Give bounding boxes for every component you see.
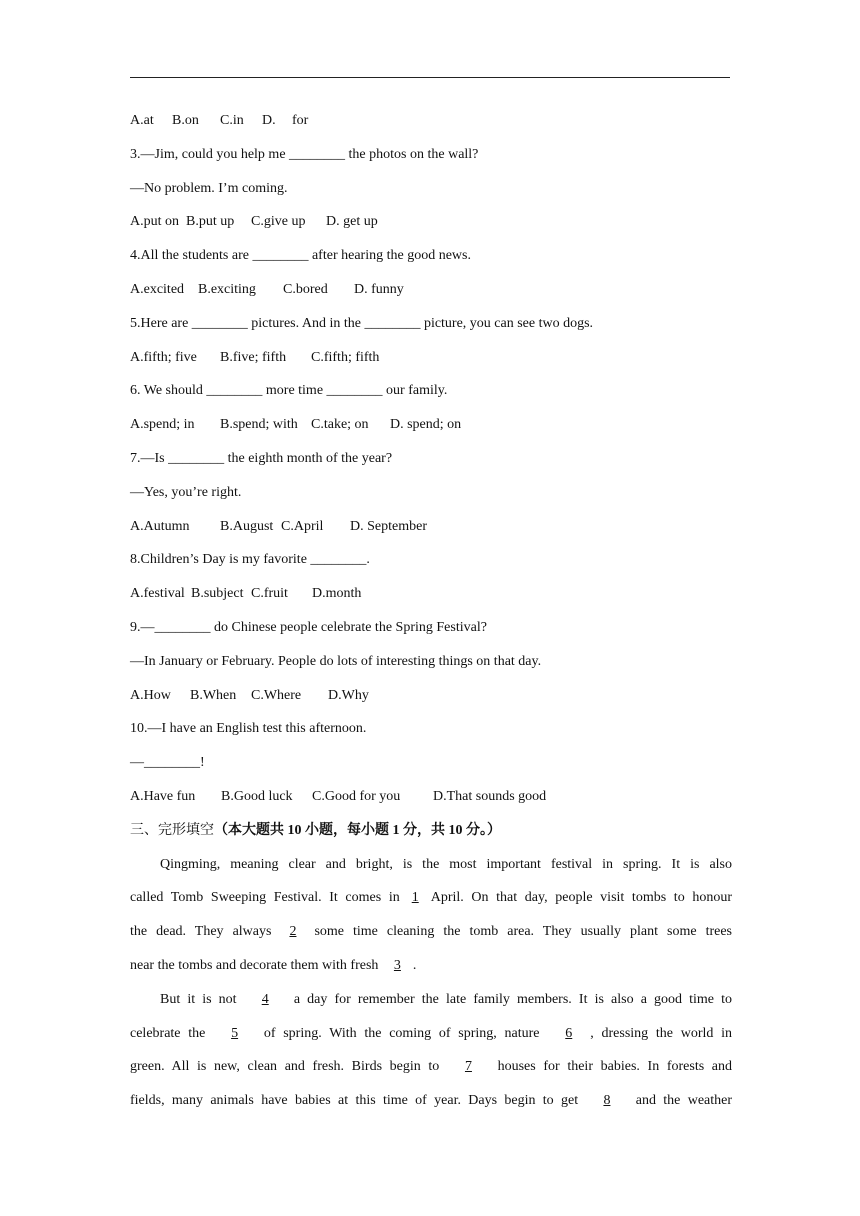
q5-options: [130, 347, 732, 381]
option-a: A.Autumn: [130, 518, 190, 534]
q4-stem: 4.All the students are ________ after hearing the good news.: [130, 248, 471, 264]
q9-stem: 9.—________ do Chinese people celebrate the Spring Festival?: [130, 619, 487, 635]
passage-line: Qingming, meaning clear and bright, is the most important festival in spring. It is also: [160, 856, 732, 872]
passage-line: near the tombs and decorate them with fresh 3 .: [130, 957, 417, 973]
q8-stem: 8.Children’s Day is my favorite ________.: [130, 552, 370, 568]
option-d: D. spend; on: [390, 417, 462, 433]
option-d: D.: [262, 113, 276, 128]
option-a: A.How: [130, 687, 171, 703]
option-c: C.Where: [251, 687, 302, 703]
passage-line: fields, many animals have babies at this time of year. Days begin to get 8 and the weather: [130, 1093, 733, 1109]
option-c: C.bored: [283, 281, 328, 297]
passage-line: But it is not 4 a day for remember the late family members. It is also a good time to: [160, 991, 733, 1007]
option-d: D. September: [350, 518, 427, 534]
passage-line: called Tomb Sweeping Festival. It comes in 1 April. On that day, people visit tombs to honour: [130, 890, 732, 906]
q10-options: [130, 786, 732, 820]
q6-stem: 6. We should ________ more time ________ our family.: [130, 383, 448, 399]
blank-3: 3: [393, 957, 401, 973]
option-c: C.Good for you: [312, 788, 401, 804]
option-a: A.at: [130, 113, 154, 128]
q7-stem: 7.—Is ________ the eighth month of the year?: [130, 450, 393, 466]
option-c: C.in: [220, 113, 244, 128]
section-title: 三、完形填空: [130, 822, 214, 838]
section-note: （本大题共 10 小题，每小题 1 分，共 10 分。）: [214, 822, 501, 838]
option-b: B.Good luck: [221, 788, 293, 804]
blank-7: 7: [464, 1059, 472, 1075]
option-c: C.fruit: [251, 586, 288, 602]
option-b: B.exciting: [198, 281, 256, 297]
blank-1: 1: [411, 890, 419, 906]
option-d: D.That sounds good: [433, 788, 547, 804]
option-c: C.April: [281, 518, 324, 534]
q3-stem: 3.—Jim, could you help me ________ the photos on the wall?: [130, 146, 479, 162]
q7-options: [130, 516, 732, 550]
q9-options: [130, 685, 732, 719]
option-d: D.Why: [328, 687, 369, 703]
q10-reply: —________!: [130, 755, 205, 771]
blank-4: 4: [261, 991, 269, 1007]
option-b: B.When: [190, 687, 237, 703]
section-heading: [130, 820, 732, 854]
option-b: B.five; fifth: [220, 349, 287, 365]
option-b: B.on: [172, 113, 199, 128]
q4-options: [130, 279, 732, 313]
option-a: A.excited: [130, 281, 185, 297]
option-a: A.spend; in: [130, 417, 195, 433]
option-d-text: for: [292, 113, 309, 128]
q5-stem: 5.Here are ________ pictures. And in the ________ picture, you can see two dogs.: [130, 315, 594, 331]
passage-line: green. All is new, clean and fresh. Birds begin to 7 houses for their babies. In forests and: [130, 1059, 733, 1075]
option-b: B.August: [220, 518, 274, 534]
option-a: A.put on: [130, 214, 179, 230]
option-b: B.spend; with: [220, 417, 298, 433]
passage-line: the dead. They always 2 some time cleaning the tomb area. They usually plant some trees: [130, 924, 733, 940]
q9-reply: —In January or February. People do lots of interesting things on that day.: [130, 653, 542, 669]
q7-reply: —Yes, you’re right.: [130, 484, 242, 500]
option-c: C.fifth; fifth: [311, 349, 380, 365]
q2-options: [130, 110, 732, 144]
q6-options: [130, 414, 732, 448]
q3-reply: —No problem. I’m coming.: [130, 180, 288, 196]
blank-2: 2: [289, 924, 297, 940]
blank-5: 5: [231, 1025, 239, 1041]
header-rule: [130, 77, 730, 78]
q10-stem: 10.—I have an English test this afternoon.: [130, 721, 367, 737]
option-d: D.month: [312, 586, 362, 602]
q8-options: [130, 583, 732, 617]
option-c: C.give up: [251, 214, 306, 230]
option-b: B.put up: [186, 214, 235, 230]
blank-6: 6: [565, 1025, 573, 1041]
option-d: D. funny: [354, 281, 404, 297]
option-c: C.take; on: [311, 417, 369, 433]
option-b: B.subject: [191, 586, 244, 602]
blank-8: 8: [603, 1093, 611, 1109]
option-a: A.festival: [130, 586, 185, 602]
option-d: D. get up: [326, 214, 378, 230]
q3-options: [130, 211, 732, 245]
option-a: A.Have fun: [130, 788, 196, 804]
exam-content: [130, 110, 732, 1124]
passage-line: celebrate the 5 of spring. With the coming of spring, nature 6 , dressing the world in: [130, 1025, 733, 1041]
option-a: A.fifth; five: [130, 349, 197, 365]
